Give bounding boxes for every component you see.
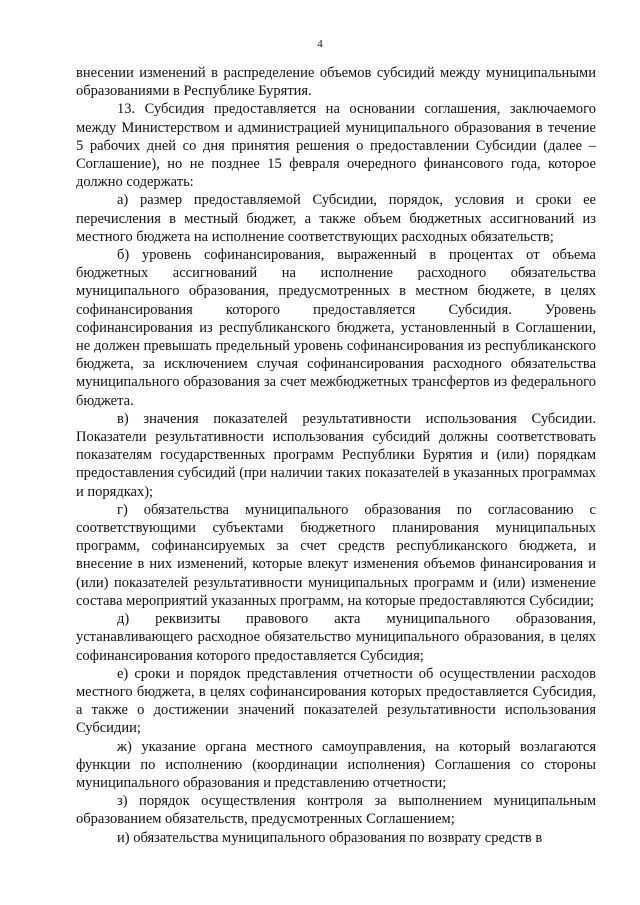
document-body [76,64,596,847]
paragraph-item-zh: ж) указание органа местного самоуправления, на который возлагаются функции по исполнению (координации исполнения) Соглашения со стороны муниципального образования и представлению отчетности; [76,738,596,791]
paragraph-clause-13: 13. Субсидия предоставляется на основании соглашения, заключаемого между Министерством и администрацией муниципального образования в течение 5 рабочих дней со дня принятия решения о предоставлении Субсидии (далее – Соглашение), но не позднее 15 февраля очередного финансового года, которое должно содержать: [76,101,596,191]
paragraph-item-d: д) реквизиты правового акта муниципального образования, устанавливающего расходное обязательство муниципального образования, в целях софинансирования которого предоставляется Субсидия; [76,611,596,664]
paragraph-item-i: и) обязательства муниципального образования по возврату средств в [117,829,543,846]
paragraph-item-e: е) сроки и порядок представления отчетности об осуществлении расходов местного бюджета, в целях софинансирования которых предоставляется Субсидия, а также о достижении значений показателей результативности использования Субсидии; [76,665,596,737]
page-number: 4 [317,38,323,50]
paragraph-item-g: г) обязательства муниципального образования по согласованию с соответствующими субъектами бюджетного планирования муниципальных программ, софинансируемых за счет средств республиканского бюджета, и внесение в них изменений, которые влекут изменения объемов финансирования и (или) показателей результативности муниципальных программ и (или) изменение состава мероприятий указанных программ, на которые предоставляются Субсидии; [76,501,596,609]
paragraph-item-b: б) уровень софинансирования, выраженный в процентах от объема бюджетных ассигнований на исполнение расходного обязательства муниципального образования, предусмотренных в местном бюджете, в целях софинансирования которого предоставляется Субсидия. Уровень софинансирования из республиканского бюджета, установленный в Соглашении, не должен превышать предельный уровень софинансирования из республиканского бюджета, за исключением случая софинансирования расходного обязательства муниципального образования за счет межбюджетных трансфертов из федерального бюджета. [76,247,596,409]
paragraph-item-a: а) размер предоставляемой Субсидии, порядок, условия и сроки ее перечисления в местный бюджет, а также объем бюджетных ассигнований из местного бюджета на исполнение соответствующих расходных обязательств; [76,192,596,245]
paragraph-item-z: з) порядок осуществления контроля за выполнением муниципальным образованием обязательств, предусмотренных Соглашением; [76,793,596,828]
paragraph-item-v: в) значения показателей результативности использования Субсидии. Показатели результативности использования субсидий должны соответствовать показателям государственных программ Республики Бурятия и (или) порядкам предоставления субсидий (при наличии таких показателей в указанных программах и порядках); [76,410,596,500]
paragraph-continuation: внесении изменений в распределение объемов субсидий между муниципальными образованиями в Республике Бурятия. [76,65,596,100]
